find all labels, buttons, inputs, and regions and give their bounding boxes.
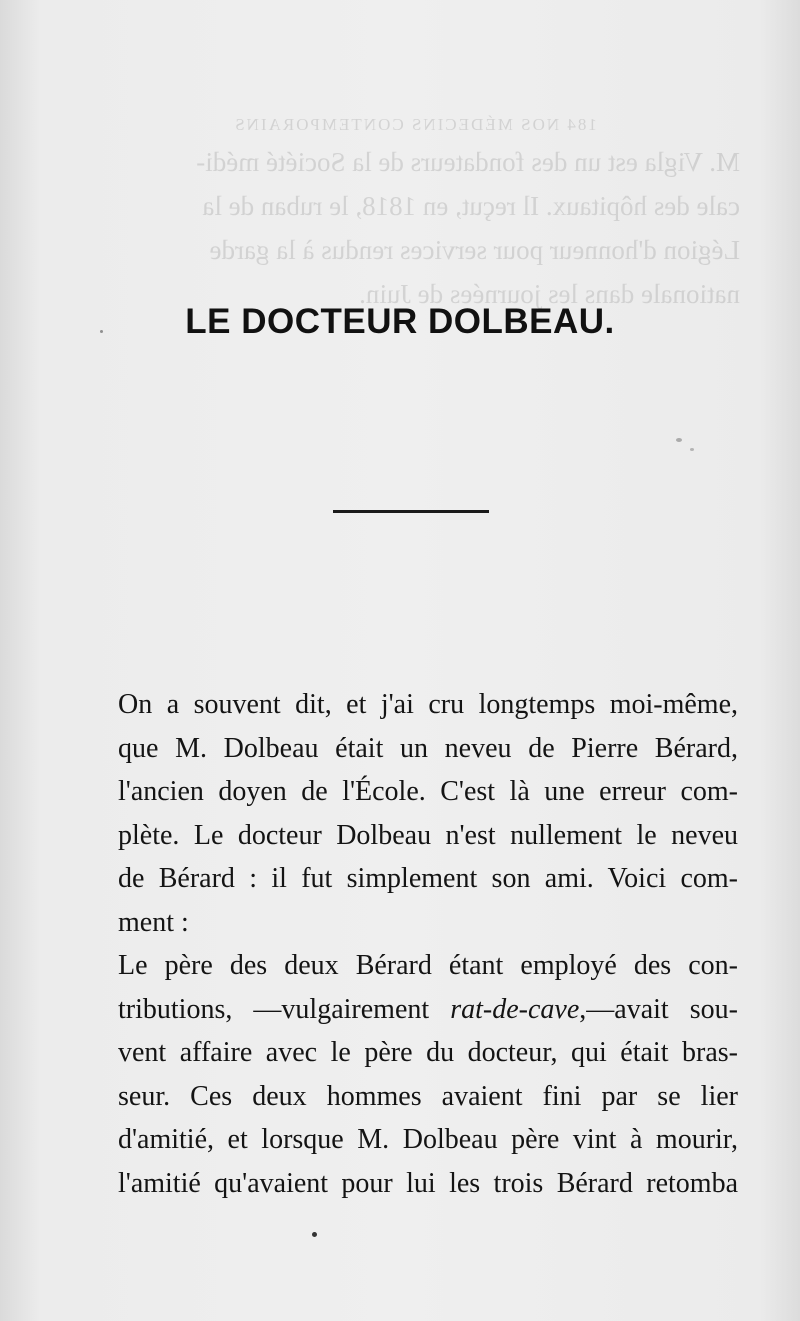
text-line: ment : [118,906,189,938]
text-line-with-italic [118,988,738,1032]
show-through-text [90,110,740,316]
text-segment: ,—avait sou- [579,993,738,1025]
text-line: vent affaire avec le père du docteur, qui était bras- [118,1037,738,1068]
text-line: l'ancien doyen de l'École. C'est là une erreur com- [118,776,738,807]
ink-speck [690,448,694,451]
ghost-line: cale des hôpitaux. Il reçut, en 1818, le ruban de la [202,191,740,221]
title-rule [333,510,489,513]
text-line: d'amitié, et lorsque M. Dolbeau père vint à mourir, [118,1124,738,1155]
ink-speck [676,438,682,442]
text-line: l'amitié qu'avaient pour lui les trois Bérard retomba [118,1167,738,1199]
text-line: On a souvent dit, et j'ai cru longtemps moi-même, [118,689,738,720]
ghost-line: Légion d'honneur pour services rendus à la garde [209,235,740,265]
ghost-line: M. Vigla est un des fondateurs de la Société médi- [196,147,740,177]
ghost-running-header: 184 NOS MÉDECINS CONTEMPORAINS [233,115,597,134]
ink-speck [100,330,103,333]
paragraph-2 [118,944,738,1205]
text-line: de Bérard : il fut simplement son ami. Voici com- [118,863,738,894]
italic-term: rat-de-cave [450,993,580,1025]
ink-speck [312,1232,317,1237]
body-text [118,683,738,1205]
text-line: seur. Ces deux hommes avaient fini par se lier [118,1080,738,1112]
text-line: Le père des deux Bérard étant employé des con- [118,950,738,981]
ghost-line: nationale dans les journées de Juin. [359,279,740,309]
text-line: que M. Dolbeau était un neveu de Pierre Bérard, [118,732,738,764]
paragraph-1 [118,683,738,944]
text-segment: tributions, —vulgairement [118,993,451,1025]
chapter-title: LE DOCTEUR DOLBEAU. [185,302,615,341]
text-line: plète. Le docteur Dolbeau n'est nullement le neveu [118,819,738,851]
